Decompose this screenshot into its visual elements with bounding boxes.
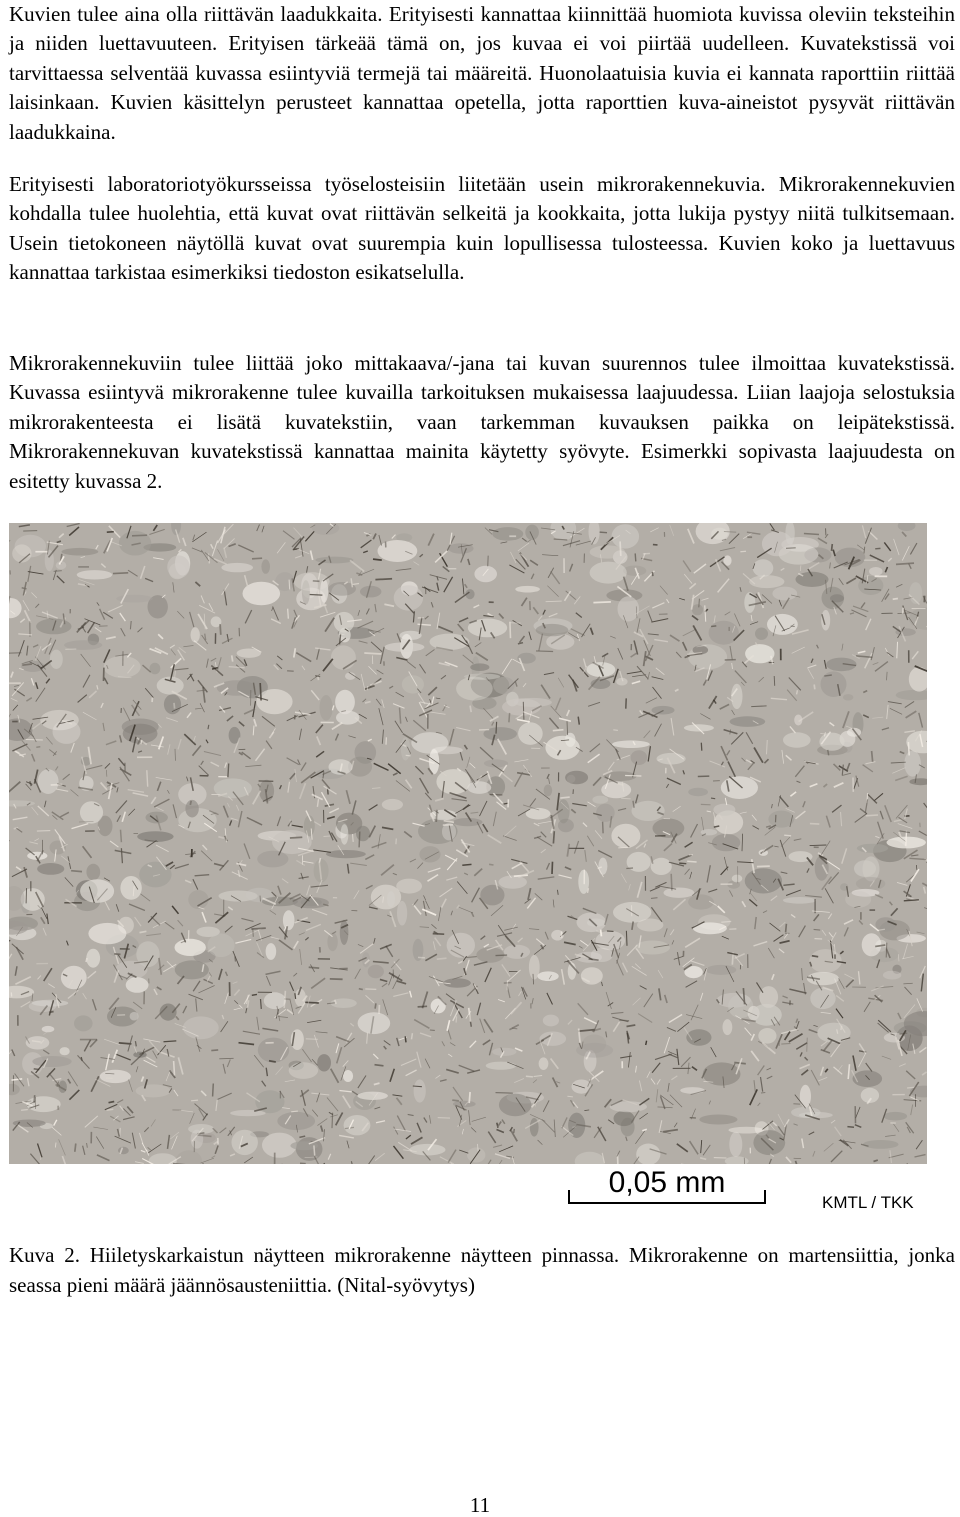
figure-caption: Kuva 2. Hiiletyskarkaistun näytteen mikrorakenne näytteen pinnassa. Mikrorakenne on martensiittia, jonka seassa pieni määrä jäännösausteniittia. (Nital-syövytys) (9, 1243, 955, 1297)
paragraph-micrographs: Erityisesti laboratoriotyökursseissa työselosteisiin liitetään usein mikrorakennekuvia. Mikrorakennekuvien kohdalla tulee huolehtia, että kuvat ovat riittävän selkeitä ja kookkaita, jotta lukija pystyy niitä tulkitsemaan. Usein tietokoneen näytöllä kuvat ovat suurempia kuin lopullisessa tulosteessa. Kuvien koko ja luettavuus kannattaa tarkistaa esimerkiksi tiedoston esikatselulla. (9, 172, 955, 285)
paragraph-image-quality: Kuvien tulee aina olla riittävän laadukkaita. Erityisesti kannattaa kiinnittää huomiota kuvissa oleviin teksteihin ja niiden luettavuuteen. Erityisen tärkeää tämä on, jos kuvaa ei voi piirtää uudelleen. Kuvatekstissä voi tarvittaessa selventää kuvassa esiintyviä termejä tai määreitä. Huonolaatuisia kuvia ei kannata raporttiin riittää laisinkaan. Kuvien käsittelyn perusteet kannattaa opetella, jotta raporttien kuva-aineistot pysyvät riittävän laadukkaina. (9, 2, 955, 144)
paragraph-scale-bar: Mikrorakennekuviin tulee liittää joko mittakaava/-jana tai kuvan suurennos tulee ilmoittaa kuvatekstissä. Kuvassa esiintyvä mikrorakenne tulee kuvailla tarkoituksen mukaisessa laajuudessa. Liian laajoja selostuksia mikrorakenteesta ei lisätä kuvatekstiin, vaan tarkemman kuvauksen paikka on leipätekstissä. Mikrorakennekuvan kuvatekstissä kannattaa mainita käytetty syövyte. Esimerkki sopivasta laajuudesta on esitetty kuvassa 2. (9, 351, 955, 493)
scale-bar-label: 0,05 mm (608, 1166, 726, 1199)
page-number: 11 (469, 1493, 491, 1517)
micrograph-image (9, 523, 927, 1164)
scale-bar (568, 1190, 766, 1204)
image-credit: KMTL / TKK (822, 1193, 914, 1212)
